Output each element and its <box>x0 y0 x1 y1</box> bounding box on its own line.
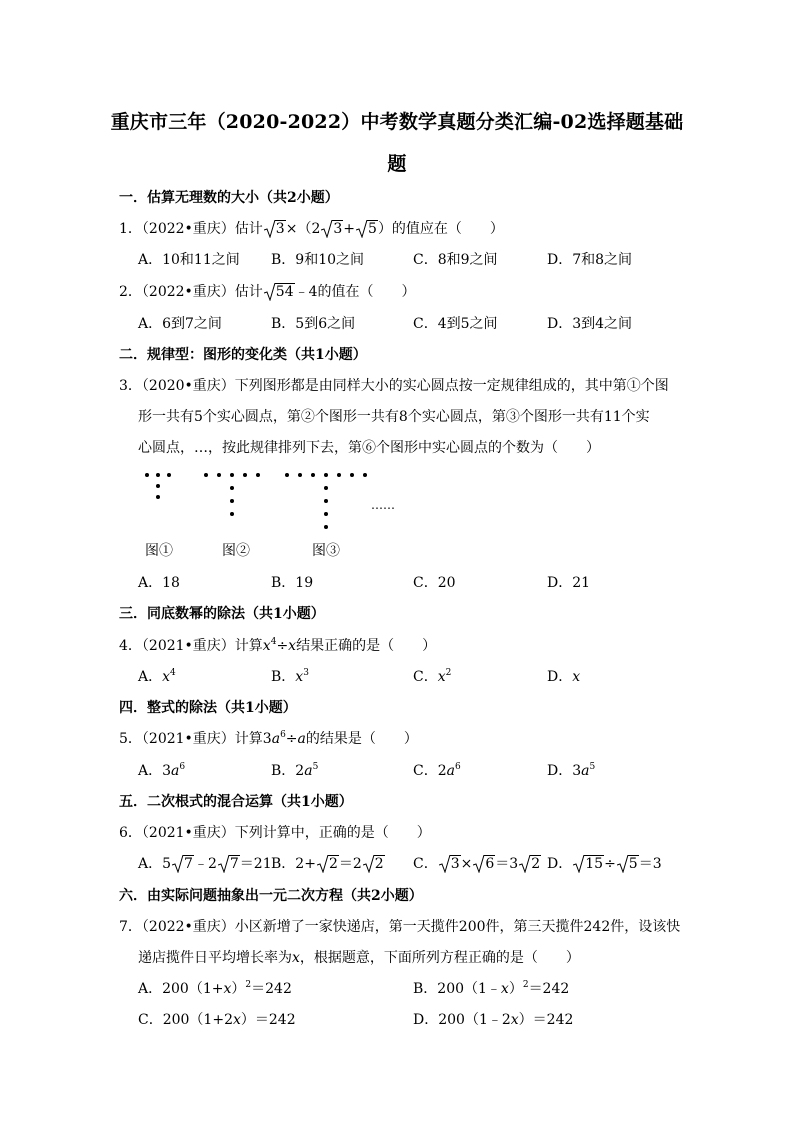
q1-option-c[interactable]: C．8和9之间 <box>413 252 498 268</box>
q6-option-a[interactable]: A．5 7﹣2 7＝21 <box>138 856 272 872</box>
q3-option-a[interactable]: A．18 <box>138 575 180 591</box>
figure-ellipsis: …… <box>371 498 395 512</box>
dot <box>324 486 328 490</box>
q6-option-b[interactable]: B．2+ 2＝2 2 <box>271 856 384 872</box>
q3-option-d[interactable]: D．21 <box>547 575 591 591</box>
question-1-prefix: 1．（2022•重庆）估计 <box>119 221 263 237</box>
dot <box>156 484 160 488</box>
q6-option-c[interactable]: C． 3× 6＝3 2 <box>413 856 541 872</box>
q2-option-a[interactable]: A．6到7之间 <box>138 316 222 332</box>
q7-option-a[interactable]: A．$200(1+x)^2=242$ <box>138 980 292 997</box>
dot <box>204 473 208 477</box>
question-1: 1．（2022•重庆）估计 3×（2 3+ 5）的值应在（ ） <box>119 221 504 237</box>
dot <box>324 499 328 503</box>
section-heading-3: 三．同底数幂的除法（共1小题） <box>119 606 325 622</box>
q7-option-b[interactable]: B．200（1﹣x）$^2$＝242 <box>413 980 570 997</box>
q5-option-d[interactable]: D．$3a^5$ <box>547 762 596 779</box>
radical-sign-icon <box>473 855 485 873</box>
q3-option-c[interactable]: C．20 <box>413 575 456 591</box>
section-heading-1: 一．估算无理数的大小（共2小题） <box>119 190 339 206</box>
section-heading-6: 六．由实际问题抽象出一元二次方程（共2小题） <box>119 888 423 904</box>
dot <box>337 473 341 477</box>
q1-option-a[interactable]: A．10和11之间 <box>138 252 240 268</box>
figure-label-3: 图③ <box>312 543 340 559</box>
dot <box>230 486 234 490</box>
radical-sign-icon <box>172 855 184 873</box>
dot <box>230 473 234 477</box>
radical-sign-icon <box>519 855 531 873</box>
radical-sign-icon <box>573 855 585 873</box>
dot <box>230 512 234 516</box>
dot <box>324 473 328 477</box>
sqrt-3-b: 3 <box>321 220 343 237</box>
dot <box>285 473 289 477</box>
question-3-line-3: 心圆点，…，按此规律排列下去，第⑥个图形中实心圆点的个数为（ ） <box>138 440 600 456</box>
q2-option-b[interactable]: B．5到6之间 <box>271 316 356 332</box>
sqrt-5: 5 <box>356 220 378 237</box>
radical-sign-icon <box>264 283 276 301</box>
question-7-line-1: 7．（2022•重庆）小区新增了一家快递店，第一天揽件200件，第三天揽件242件，设该快 <box>119 919 681 935</box>
question-3-line-1: 3．（2020•重庆）下列图形都是由同样大小的实心圆点按一定规律组成的，其中第①个图 <box>119 378 669 394</box>
question-5: 5．（2021•重庆）计算$3a^6\div a$的结果是（ ） <box>119 730 418 747</box>
radical-sign-icon <box>356 220 368 238</box>
dot <box>156 495 160 499</box>
q1-option-d[interactable]: D．7和8之间 <box>547 252 633 268</box>
radical-sign-icon <box>321 220 333 238</box>
radical-sign-icon <box>218 855 230 873</box>
q6-option-d[interactable]: D． 15÷ 5＝3 <box>547 856 662 872</box>
page-title-continued: 题 <box>387 153 407 175</box>
q5-option-c[interactable]: C．$2a^6$ <box>413 762 461 779</box>
q5-option-a[interactable]: A．$3a^6$ <box>138 762 186 779</box>
radical-sign-icon <box>617 855 629 873</box>
q5-option-b[interactable]: B．$2a^5$ <box>271 762 319 779</box>
radical-sign-icon <box>363 855 375 873</box>
dot <box>298 473 302 477</box>
q7-option-d[interactable]: D．200（1﹣2x）＝242 <box>413 1012 574 1028</box>
dot <box>256 473 260 477</box>
figure-label-1: 图① <box>145 543 173 559</box>
radical-sign-icon <box>264 220 276 238</box>
section-heading-4: 四．整式的除法（共1小题） <box>119 700 297 716</box>
q3-option-b[interactable]: B．19 <box>271 575 314 591</box>
dot <box>350 473 354 477</box>
section-heading-2: 二．规律型：图形的变化类（共1小题） <box>119 347 367 363</box>
dot <box>311 473 315 477</box>
sqrt-3: 3 <box>264 220 286 237</box>
dot <box>230 499 234 503</box>
question-4: 4．（2021•重庆）计算$x^4\div x$结果正确的是（ ） <box>119 637 437 654</box>
q4-option-d[interactable]: D．x <box>547 669 581 685</box>
dot <box>167 473 171 477</box>
radical-sign-icon <box>317 855 329 873</box>
q1-option-b[interactable]: B．9和10之间 <box>271 252 365 268</box>
dot <box>217 473 221 477</box>
sqrt-54: 54 <box>264 283 295 300</box>
page-title: 重庆市三年（2020-2022）中考数学真题分类汇编-02选择题基础 <box>110 111 684 133</box>
q7-option-c[interactable]: C．200（1+2x）＝242 <box>138 1012 296 1028</box>
dot <box>156 473 160 477</box>
dot <box>145 473 149 477</box>
dot <box>243 473 247 477</box>
section-heading-5: 五．二次根式的混合运算（共1小题） <box>119 794 353 810</box>
dot <box>324 512 328 516</box>
radical-sign-icon <box>439 855 451 873</box>
question-3-line-2: 形一共有5个实心圆点，第②个图形一共有8个实心圆点，第③个图形一共有11个实 <box>138 409 650 425</box>
q4-option-a[interactable]: A．$x^4$ <box>138 668 176 685</box>
q4-option-c[interactable]: C．$x^2$ <box>413 668 452 685</box>
dot <box>324 525 328 529</box>
question-6: 6．（2021•重庆）下列计算中，正确的是（ ） <box>119 825 431 841</box>
question-7-line-2: 递店揽件日平均增长率为x，根据题意，下面所列方程正确的是（ ） <box>138 950 580 966</box>
q4-option-b[interactable]: B．$x^3$ <box>271 668 309 685</box>
question-2: 2．（2022•重庆）估计 54﹣4的值在（ ） <box>119 284 416 300</box>
q2-option-d[interactable]: D．3到4之间 <box>547 316 633 332</box>
dot <box>363 473 367 477</box>
figure-label-2: 图② <box>222 543 250 559</box>
q2-option-c[interactable]: C．4到5之间 <box>413 316 498 332</box>
